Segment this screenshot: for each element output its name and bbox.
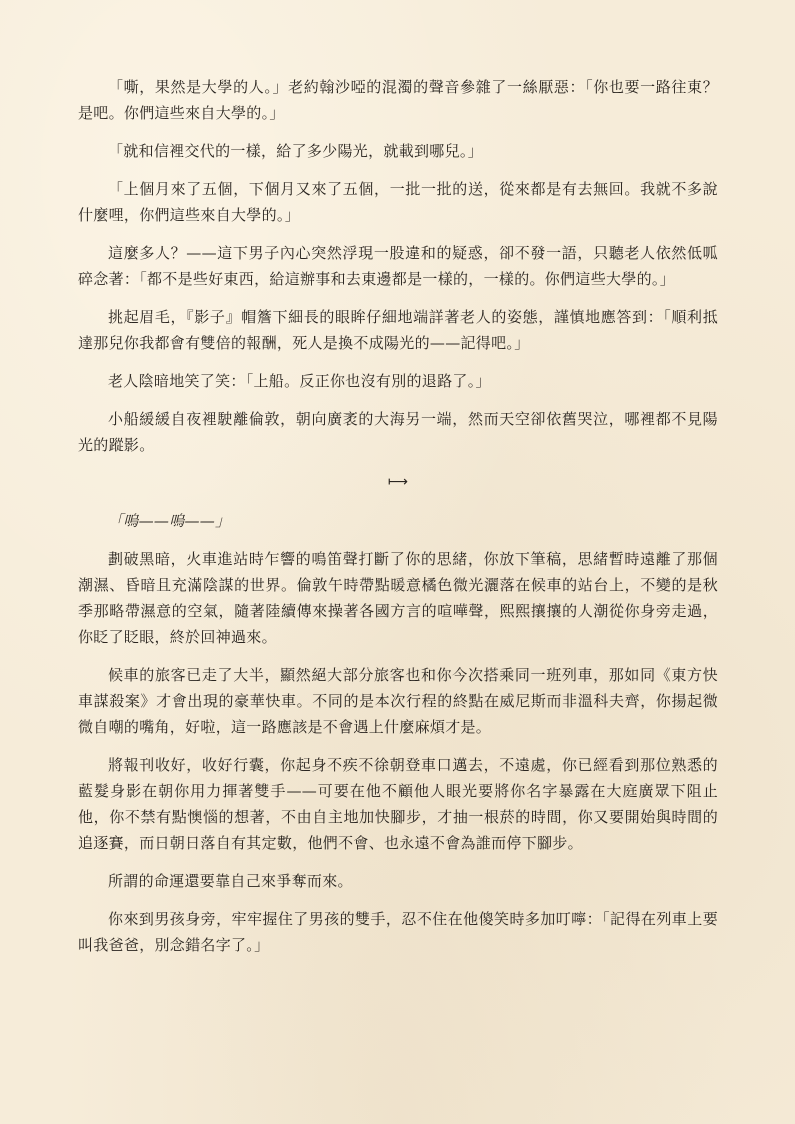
paragraph-five-each-month: 「上個月來了五個，下個月又來了五個，一批一批的送，從來都是有去無回。我就不多說什麼哩，你們這些來自大學的。」: [78, 180, 718, 224]
paragraph-train-whistle: 「嗚——嗚——」: [108, 512, 231, 530]
paragraph-blue-haired-figure: 將報刊收好，收好行囊，你起身不疾不徐朝登車口邁去，不遠處，你已經看到那位熟悉的藍髮身影在朝你用力揮著雙手——可要在他不顧他人眼光要將你名字暴露在大庭廣眾下阻止他，你不禁有點懊惱的想著，不由自主地加快腳步，才抽一根菸的時間，你又要開始與時間的追逐賽，而日朝日落自有其定數，他們不會、也永遠不會為誰而停下腳步。: [78, 756, 718, 852]
paragraph-call-me-dad: 你來到男孩身旁，牢牢握住了男孩的雙手，忍不住在他傻笑時多加叮嚀：「記得在列車上要叫我爸爸，別念錯名字了。」: [78, 910, 718, 954]
scene-divider-arrow-icon: ⟼: [387, 474, 409, 490]
paragraph-fate: 所謂的命運還要靠自己來爭奪而來。: [108, 872, 353, 890]
paragraph-shadow-reply: 挑起眉毛，『影子』帽簷下細長的眼眸仔細地端詳著老人的姿態，謹慎地應答到：「順利抵達那兒你我都會有雙倍的報酬，死人是換不成陽光的——記得吧。」: [78, 308, 718, 352]
paragraph-train-arrives: 劃破黑暗，火車進站時乍響的鳴笛聲打斷了你的思緒，你放下筆稿，思緒暫時遠離了那個潮濕、昏暗且充滿陰謀的世界。倫敦午時帶點暖意橘色微光灑落在候車的站台上，不變的是秋季那略帶濕意的空氣，隨著陸續傳來操著各國方言的喧嘩聲，熙熙攘攘的人潮從你身旁走過，你眨了眨眼，終於回神過來。: [78, 550, 718, 646]
document-page: [78, 74, 718, 970]
paragraph-letter-terms: 「就和信裡交代的一樣，給了多少陽光，就載到哪兒。」: [108, 142, 484, 160]
paragraph-old-john-greeting: 「嘶，果然是大學的人。」老約翰沙啞的混濁的聲音參雜了一絲厭惡：「你也要一路往東？是吧。你們這些來自大學的。」: [78, 78, 718, 122]
paragraph-board-the-boat: 老人陰暗地笑了笑：「上船。反正你也沒有別的退路了。」: [108, 372, 491, 390]
paragraph-luxury-express: 候車的旅客已走了大半，顯然絕大部分旅客也和你今次搭乘同一班列車，那如同《東方快車謀殺案》才會出現的豪華快車。不同的是本次行程的終點在威尼斯而非溫科夫齊，你揚起微微自嘲的嘴角，好啦，這一路應該是不會遇上什麼麻煩才是。: [78, 666, 718, 736]
paragraph-so-many-people: 這麼多人？——這下男子內心突然浮現一股違和的疑惑，卻不發一語，只聽老人依然低呱碎念著：「都不是些好東西，給這辦事和去東邊都是一樣的，一樣的。你們這些大學的。」: [78, 244, 718, 288]
paragraph-boat-leaves-london: 小船緩緩自夜裡駛離倫敦，朝向廣袤的大海另一端，然而天空卻依舊哭泣，哪裡都不見陽光的蹤影。: [78, 410, 718, 454]
